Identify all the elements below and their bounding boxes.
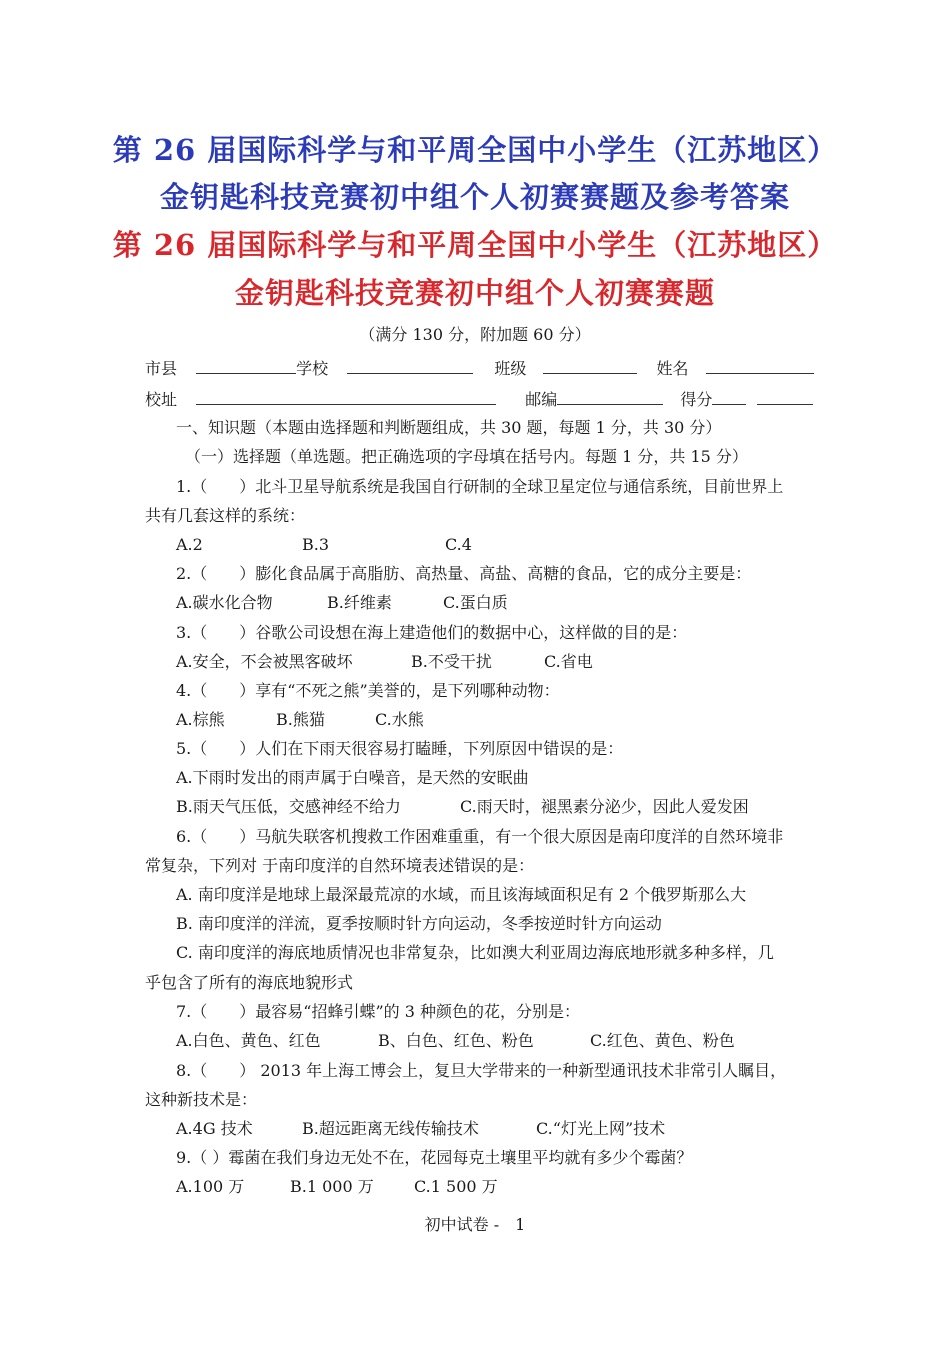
q9-option-a[interactable]: A.100 万 bbox=[176, 1177, 245, 1196]
question-8: 8.（ ） 2013 年上海工博会上，复旦大学带来的一种新型通讯技术非常引人瞩目， bbox=[176, 1061, 787, 1080]
name-field[interactable] bbox=[706, 357, 814, 374]
form-row-2 bbox=[145, 388, 813, 410]
q2-option-c[interactable]: C.蛋白质 bbox=[443, 593, 508, 612]
postcode-label: 邮编 bbox=[525, 390, 558, 409]
city-label: 市县 bbox=[145, 359, 178, 378]
part-1-heading: 一、知识题（本题由选择题和判断题组成，共 30 题，每题 1 分，共 30 分） bbox=[176, 418, 722, 437]
q1-option-c[interactable]: C.4 bbox=[445, 535, 472, 554]
school-label: 学校 bbox=[296, 359, 329, 378]
score-label: 得分 bbox=[680, 390, 713, 409]
city-field[interactable] bbox=[196, 357, 296, 374]
address-field[interactable] bbox=[196, 388, 496, 405]
part-1-1-heading: （一）选择题（单选题。把正确选项的字母填在括号内。每题 1 分，共 15 分） bbox=[185, 447, 748, 466]
q3-option-c[interactable]: C.省电 bbox=[544, 652, 593, 671]
q2-option-b[interactable]: B.纤维素 bbox=[327, 593, 392, 612]
question-2: 2.（ ）膨化食品属于高脂肪、高热量、高盐、高糖的食品，它的成分主要是： bbox=[176, 564, 752, 583]
question-9: 9.（ ）霉菌在我们身边无处不在，花园每克土壤里平均就有多少个霉菌？ bbox=[176, 1148, 693, 1167]
title-line-2: 金钥匙科技竞赛初中组个人初赛赛题及参考答案 bbox=[159, 180, 790, 214]
q9-option-b[interactable]: B.1 000 万 bbox=[290, 1177, 374, 1196]
q7-option-b[interactable]: B、白色、红色、粉色 bbox=[378, 1031, 534, 1050]
score-field-2[interactable] bbox=[757, 388, 813, 405]
q1-option-a[interactable]: A.2 bbox=[176, 535, 203, 554]
q5-option-a[interactable]: A.下雨时发出的雨声属于白噪音，是天然的安眠曲 bbox=[176, 768, 529, 787]
question-6-cont: 常复杂，下列对 于南印度洋的自然环境表述错误的是： bbox=[145, 856, 535, 875]
question-7: 7.（ ）最容易“招蜂引蝶”的 3 种颜色的花，分别是： bbox=[176, 1002, 580, 1021]
class-field[interactable] bbox=[543, 357, 637, 374]
name-label: 姓名 bbox=[656, 359, 689, 378]
question-3: 3.（ ）谷歌公司设想在海上建造他们的数据中心，这样做的目的是： bbox=[176, 623, 688, 642]
q2-option-a[interactable]: A.碳水化合物 bbox=[176, 593, 273, 612]
q8-option-c[interactable]: C.“灯光上网”技术 bbox=[536, 1119, 666, 1138]
q7-option-c[interactable]: C.红色、黄色、粉色 bbox=[590, 1031, 735, 1050]
q1-option-b[interactable]: B.3 bbox=[302, 535, 330, 554]
q6-option-a[interactable]: A. 南印度洋是地球上最深最荒凉的水域，而且该海域面积足有 2 个俄罗斯那么大 bbox=[176, 885, 747, 904]
school-field[interactable] bbox=[347, 357, 473, 374]
title-line-1: 第 26 届国际科学与和平周全国中小学生（江苏地区） bbox=[112, 133, 838, 167]
question-6: 6.（ ）马航失联客机搜救工作困难重重，有一个很大原因是南印度洋的自然环境非 bbox=[176, 827, 784, 846]
address-label: 校址 bbox=[145, 390, 178, 409]
q6-option-c[interactable]: C. 南印度洋的海底地质情况也非常复杂，比如澳大利亚周边海底地形就多种多样，几 bbox=[176, 943, 774, 962]
q4-option-c[interactable]: C.水熊 bbox=[375, 710, 424, 729]
score-note: （满分 130 分，附加题 60 分） bbox=[359, 325, 591, 344]
score-field[interactable] bbox=[712, 388, 746, 405]
page-footer: 初中试卷 - 1 bbox=[424, 1215, 526, 1234]
title-line-3: 第 26 届国际科学与和平周全国中小学生（江苏地区） bbox=[112, 228, 838, 262]
q5-option-b[interactable]: B.雨天气压低，交感神经不给力 bbox=[176, 797, 401, 816]
q8-option-a[interactable]: A.4G 技术 bbox=[176, 1119, 253, 1138]
q4-option-a[interactable]: A.棕熊 bbox=[176, 710, 225, 729]
question-1-cont: 共有几套这样的系统： bbox=[145, 506, 306, 525]
q8-option-b[interactable]: B.超远距离无线传输技术 bbox=[302, 1119, 479, 1138]
class-label: 班级 bbox=[494, 359, 527, 378]
postcode-field[interactable] bbox=[557, 388, 663, 405]
form-row-1 bbox=[145, 357, 814, 379]
q9-option-c[interactable]: C.1 500 万 bbox=[414, 1177, 498, 1196]
question-8-cont: 这种新技术是： bbox=[145, 1090, 258, 1109]
q5-option-c[interactable]: C.雨天时，褪黑素分泌少，因此人爱发困 bbox=[460, 797, 749, 816]
question-4: 4.（ ）享有“不死之熊”美誉的，是下列哪种动物： bbox=[176, 681, 560, 700]
q7-option-a[interactable]: A.白色、黄色、红色 bbox=[176, 1031, 321, 1050]
title-line-4: 金钥匙科技竞赛初中组个人初赛赛题 bbox=[234, 276, 715, 310]
question-5: 5.（ ）人们在下雨天很容易打瞌睡，下列原因中错误的是： bbox=[176, 739, 624, 758]
q4-option-b[interactable]: B.熊猫 bbox=[276, 710, 325, 729]
q6-option-c-cont: 乎包含了所有的海底地貌形式 bbox=[145, 973, 354, 992]
q3-option-b[interactable]: B.不受干扰 bbox=[411, 652, 492, 671]
question-1: 1.（ ）北斗卫星导航系统是我国自行研制的全球卫星定位与通信系统，目前世界上 bbox=[176, 477, 784, 496]
q6-option-b[interactable]: B. 南印度洋的洋流，夏季按顺时针方向运动，冬季按逆时针方向运动 bbox=[176, 914, 662, 933]
q3-option-a[interactable]: A.安全，不会被黑客破坏 bbox=[176, 652, 353, 671]
